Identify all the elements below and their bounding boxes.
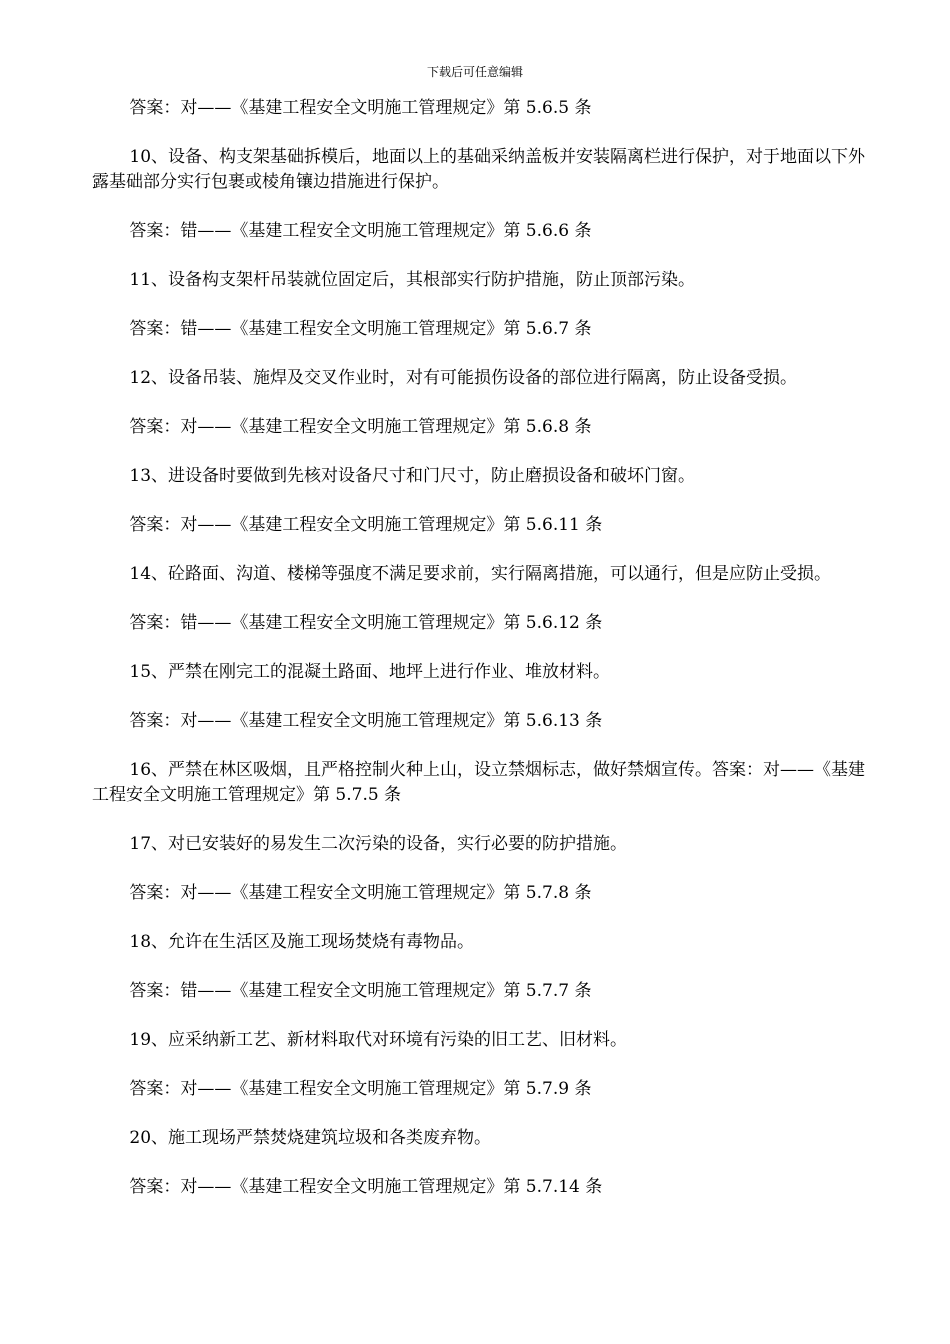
answer-line: 答案：错——《基建工程安全文明施工管理规定》第 5.6.7 条 xyxy=(129,319,592,339)
question-12: 12、设备吊装、施焊及交叉作业时，对有可能损伤设备的部位进行隔离，防止设备受损。 xyxy=(129,368,798,388)
answer-line: 答案：错——《基建工程安全文明施工管理规定》第 5.7.7 条 xyxy=(129,981,592,1001)
answer-line: 答案：错——《基建工程安全文明施工管理规定》第 5.6.12 条 xyxy=(129,613,603,633)
question-20: 20、施工现场严禁焚烧建筑垃圾和各类废弃物。 xyxy=(129,1128,492,1148)
question-19: 19、应采纳新工艺、新材料取代对环境有污染的旧工艺、旧材料。 xyxy=(129,1030,628,1050)
answer-line: 答案：对——《基建工程安全文明施工管理规定》第 5.6.8 条 xyxy=(129,417,592,437)
answer-line: 答案：错——《基建工程安全文明施工管理规定》第 5.6.6 条 xyxy=(129,221,592,241)
question-17: 17、对已安装好的易发生二次污染的设备，实行必要的防护措施。 xyxy=(129,834,628,854)
question-15: 15、严禁在刚完工的混凝土路面、地坪上进行作业、堆放材料。 xyxy=(129,662,611,682)
question-10: 10、设备、构支架基础拆模后，地面以上的基础采纳盖板并安装隔离栏进行保护，对于地面以下外露基础部分实行包裹或棱角镶边措施进行保护。 xyxy=(92,147,866,192)
answer-line: 答案：对——《基建工程安全文明施工管理规定》第 5.7.14 条 xyxy=(129,1177,603,1197)
answer-line: 答案：对——《基建工程安全文明施工管理规定》第 5.6.11 条 xyxy=(129,515,603,535)
question-11: 11、设备构支架杆吊装就位固定后，其根部实行防护措施，防止顶部污染。 xyxy=(129,270,696,290)
question-13: 13、进设备时要做到先核对设备尺寸和门尺寸，防止磨损设备和破坏门窗。 xyxy=(129,466,696,486)
page-header-note: 下载后可任意编辑 xyxy=(426,65,523,79)
answer-line: 答案：对——《基建工程安全文明施工管理规定》第 5.6.13 条 xyxy=(129,711,603,731)
question-16: 16、严禁在林区吸烟，且严格控制火种上山，设立禁烟标志，做好禁烟宣传。答案：对——《基建工程安全文明施工管理规定》第 5.7.5 条 xyxy=(92,760,866,805)
answer-line: 答案：对——《基建工程安全文明施工管理规定》第 5.6.5 条 xyxy=(129,98,592,118)
question-14: 14、砼路面、沟道、楼梯等强度不满足要求前，实行隔离措施，可以通行，但是应防止受损。 xyxy=(129,564,832,584)
document-body xyxy=(92,96,868,1224)
answer-line: 答案：对——《基建工程安全文明施工管理规定》第 5.7.8 条 xyxy=(129,883,592,903)
question-18: 18、允许在生活区及施工现场焚烧有毒物品。 xyxy=(129,932,475,952)
answer-line: 答案：对——《基建工程安全文明施工管理规定》第 5.7.9 条 xyxy=(129,1079,592,1099)
